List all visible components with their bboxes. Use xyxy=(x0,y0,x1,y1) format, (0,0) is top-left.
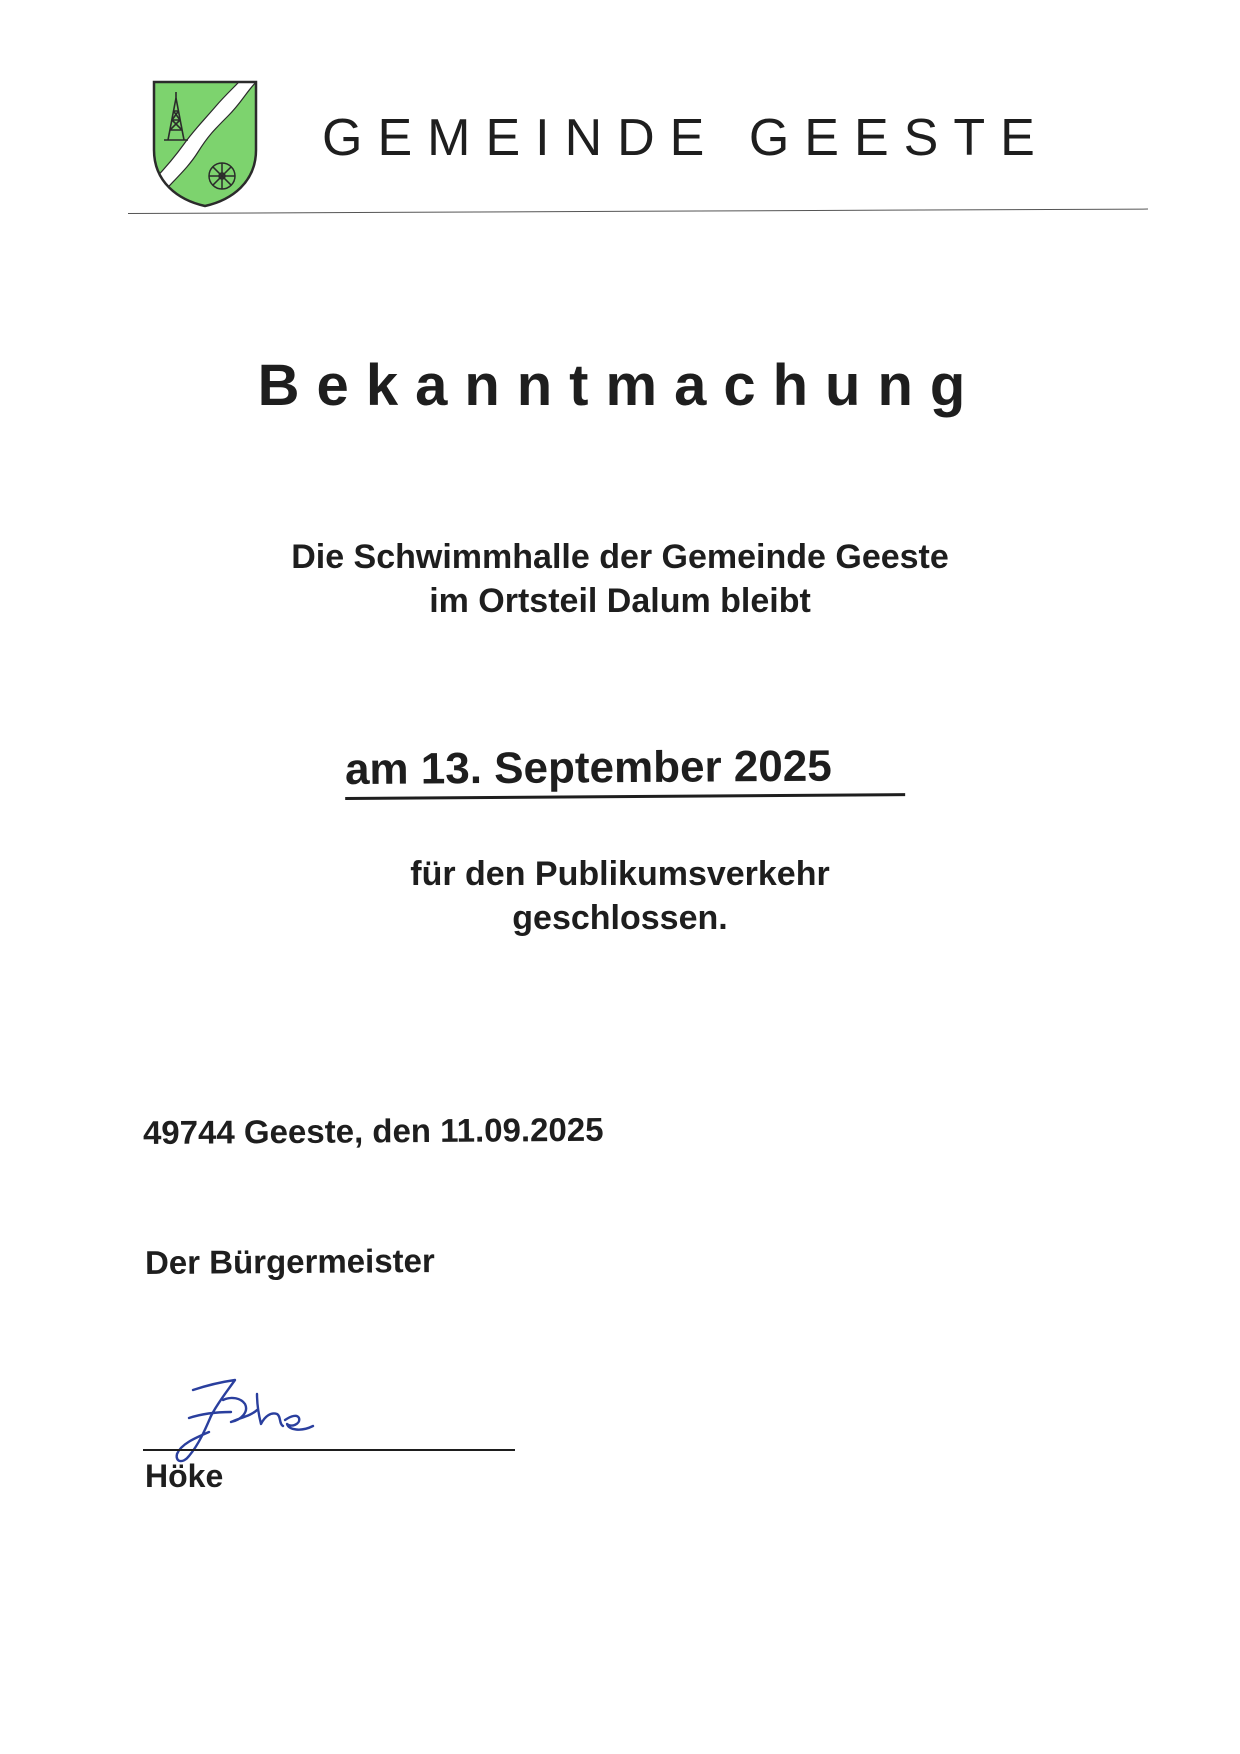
signer-title: Der Bürgermeister xyxy=(144,1241,435,1281)
notice-closing-line: geschlossen. xyxy=(512,899,728,937)
coat-of-arms-icon xyxy=(150,78,260,210)
organization-name: GEMEINDE GEESTE xyxy=(322,109,1050,167)
notice-intro-line: Die Schwimmhalle der Gemeinde Geeste xyxy=(291,538,949,576)
notice-closing-line: für den Publikumsverkehr xyxy=(410,855,830,893)
notice-intro-line: im Ortsteil Dalum bleibt xyxy=(429,582,811,620)
header-divider xyxy=(128,209,1148,214)
notice-closing xyxy=(0,852,1240,940)
notice-title: Bekanntmachung xyxy=(257,353,983,418)
signature-line xyxy=(143,1449,515,1451)
closure-date: am 13. September 2025 xyxy=(345,741,905,800)
place-and-date: 49744 Geeste, den 11.09.2025 xyxy=(142,1110,604,1151)
notice-intro xyxy=(0,535,1240,623)
signer-name: Höke xyxy=(145,1458,224,1494)
